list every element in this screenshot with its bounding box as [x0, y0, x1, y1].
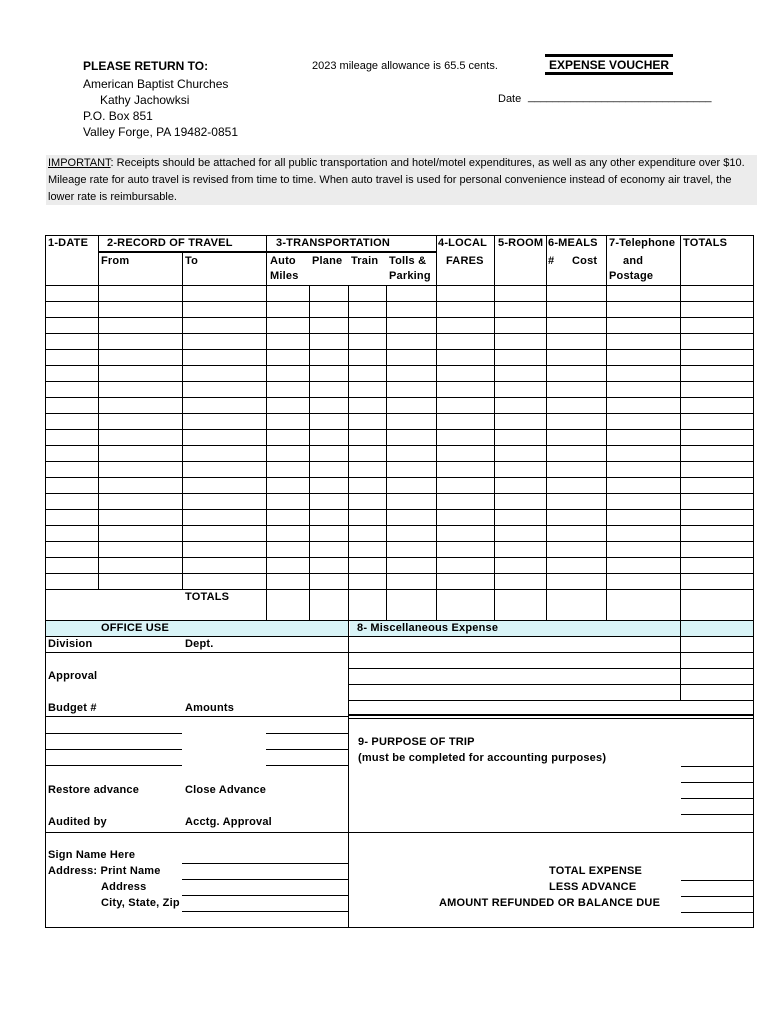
date-field[interactable]: ______________________________	[528, 91, 712, 103]
col-phone: 7-Telephone	[609, 237, 676, 249]
important-notice	[46, 155, 757, 205]
address-label: Address	[101, 881, 147, 893]
amount-refunded-label: AMOUNT REFUNDED OR BALANCE DUE	[439, 897, 661, 909]
less-advance-label: LESS ADVANCE	[549, 881, 637, 893]
sign-name-label: Sign Name Here	[48, 849, 136, 861]
table-row-line	[45, 349, 754, 350]
col-meals: 6-MEALS	[548, 237, 598, 249]
table-row-line	[45, 461, 754, 462]
totals-row-label: TOTALS	[185, 591, 230, 603]
table-row-line	[45, 557, 754, 558]
col-local: 4-LOCAL	[438, 237, 488, 249]
sub-miles: Miles	[270, 270, 299, 282]
sub-tolls: Tolls &	[389, 255, 427, 267]
sub-and: and	[623, 255, 644, 267]
col-record: 2-RECORD OF TRAVEL	[107, 237, 233, 249]
table-row-line	[45, 317, 754, 318]
city-state-zip-label: City, State, Zip	[101, 897, 180, 909]
amounts-label: Amounts	[185, 702, 235, 714]
table-row-line	[45, 365, 754, 366]
address-line-2: Kathy Jachowksi	[100, 93, 190, 107]
mileage-note: 2023 mileage allowance is 65.5 cents.	[312, 60, 498, 72]
purpose-title: 9- PURPOSE OF TRIP	[358, 736, 475, 748]
sub-plane: Plane	[312, 255, 343, 267]
col-room: 5-ROOM	[498, 237, 544, 249]
important-label: IMPORTANT	[48, 157, 111, 169]
sub-parking: Parking	[389, 270, 431, 282]
sub-cost: Cost	[572, 255, 598, 267]
print-name-label: Address: Print Name	[48, 865, 161, 877]
important-text: : Receipts should be attached for all public transportation and hotel/motel expenditures, as well as any other expenditure over $10. Mileage rate for auto travel is revised from time to time. When auto travel is used for personal convenience instead of economy air travel, the lower rate is reimbursable.	[48, 157, 745, 203]
table-row-line	[45, 493, 754, 494]
address-line-4: Valley Forge, PA 19482-0851	[83, 125, 238, 139]
sub-to: To	[185, 255, 199, 267]
office-use-band	[46, 621, 348, 636]
division-label: Division	[48, 638, 93, 650]
return-to-label: PLEASE RETURN TO:	[83, 59, 209, 73]
table-row-line	[45, 381, 754, 382]
acctg-approval-label: Acctg. Approval	[185, 816, 272, 828]
date-label: Date	[498, 93, 522, 105]
total-expense-label: TOTAL EXPENSE	[549, 865, 643, 877]
approval-label: Approval	[48, 670, 98, 682]
col-date: 1-DATE	[48, 237, 89, 249]
table-row-line	[45, 429, 754, 430]
sub-hash: #	[548, 255, 555, 267]
sub-train: Train	[351, 255, 379, 267]
audited-by-label: Audited by	[48, 816, 107, 828]
table-row-line	[45, 509, 754, 510]
col-totals: TOTALS	[683, 237, 728, 249]
dept-label: Dept.	[185, 638, 214, 650]
table-row-line	[45, 541, 754, 542]
misc-title: 8- Miscellaneous Expense	[357, 622, 499, 634]
budget-label: Budget #	[48, 702, 97, 714]
voucher-title: EXPENSE VOUCHER	[545, 54, 673, 75]
sub-fares: FARES	[446, 255, 484, 267]
table-row-line	[45, 413, 754, 414]
table-row-line	[45, 525, 754, 526]
address-line-3: P.O. Box 851	[83, 109, 153, 123]
sub-postage: Postage	[609, 270, 654, 282]
sub-from: From	[101, 255, 130, 267]
sub-auto: Auto	[270, 255, 296, 267]
table-row-line	[45, 333, 754, 334]
table-row-line	[45, 397, 754, 398]
table-row-line	[45, 445, 754, 446]
table-row-line	[45, 301, 754, 302]
restore-advance-label: Restore advance	[48, 784, 140, 796]
address-line-1: American Baptist Churches	[83, 77, 229, 91]
col-transport: 3-TRANSPORTATION	[276, 237, 391, 249]
table-row-line	[45, 573, 754, 574]
purpose-note: (must be completed for accounting purposes)	[358, 752, 607, 764]
close-advance-label: Close Advance	[185, 784, 267, 796]
office-use-title: OFFICE USE	[101, 622, 170, 634]
table-row-line	[45, 477, 754, 478]
